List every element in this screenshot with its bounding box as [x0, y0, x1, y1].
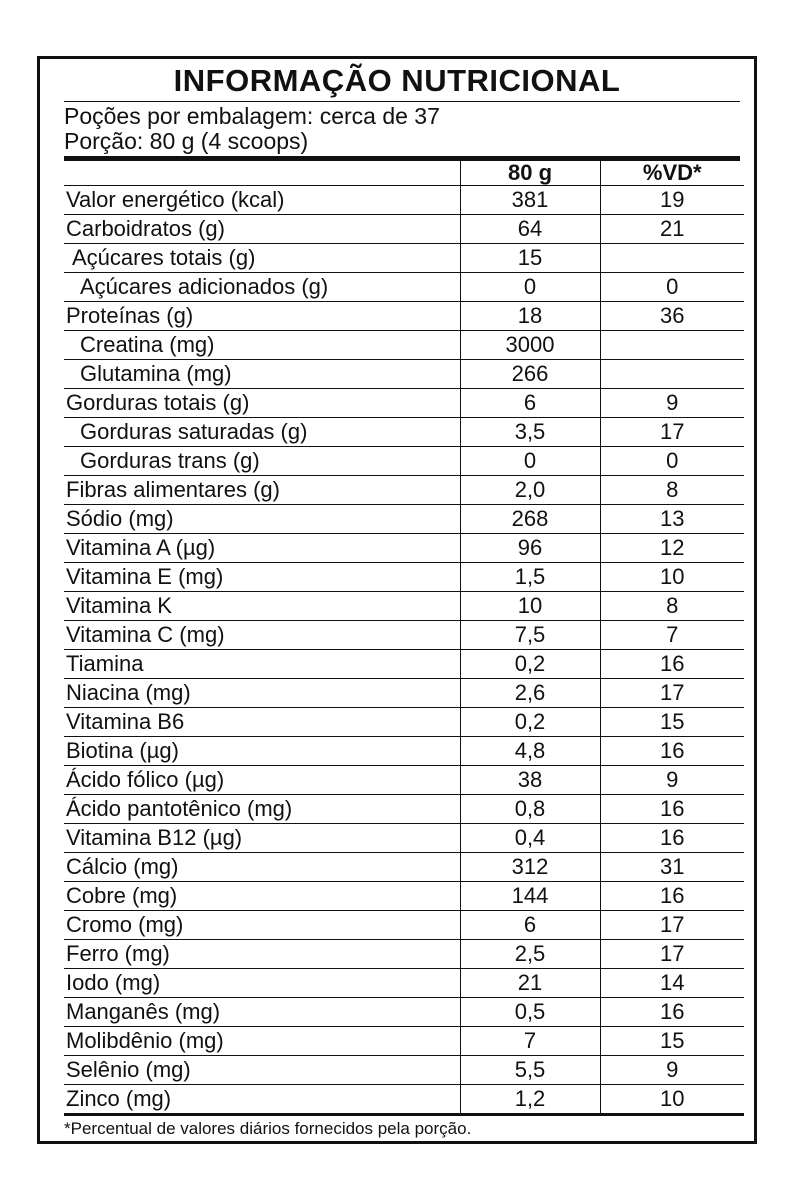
table-row — [64, 1056, 744, 1085]
nutrient-amount: 0,2 — [460, 708, 600, 737]
nutrient-amount: 4,8 — [460, 737, 600, 766]
nutrient-name: Gorduras totais (g) — [64, 389, 460, 418]
nutrient-name: Ferro (mg) — [64, 940, 460, 969]
nutrient-daily-value: 17 — [600, 679, 744, 708]
nutrient-daily-value: 13 — [600, 505, 744, 534]
nutrient-name: Cálcio (mg) — [64, 853, 460, 882]
table-row — [64, 360, 744, 389]
nutrient-name: Molibdênio (mg) — [64, 1027, 460, 1056]
header-nutrient — [64, 161, 460, 186]
table-row — [64, 476, 744, 505]
nutrient-amount: 266 — [460, 360, 600, 389]
nutrient-amount: 381 — [460, 186, 600, 215]
nutrient-daily-value: 8 — [600, 592, 744, 621]
nutrient-daily-value: 31 — [600, 853, 744, 882]
nutrient-name: Glutamina (mg) — [64, 360, 460, 389]
table-row — [64, 708, 744, 737]
table-row — [64, 505, 744, 534]
nutrient-amount: 0 — [460, 447, 600, 476]
servings-per-package: Poções por embalagem: cerca de 37 — [64, 103, 440, 129]
nutrient-amount: 2,6 — [460, 679, 600, 708]
nutrient-name: Carboidratos (g) — [64, 215, 460, 244]
table-row — [64, 534, 744, 563]
nutrient-daily-value: 16 — [600, 998, 744, 1027]
table-row — [64, 766, 744, 795]
nutrient-amount: 15 — [460, 244, 600, 273]
nutrient-daily-value: 16 — [600, 737, 744, 766]
nutrition-table — [64, 161, 744, 1116]
nutrient-amount: 1,5 — [460, 563, 600, 592]
nutrition-facts-panel — [37, 56, 757, 1144]
nutrient-name: Creatina (mg) — [64, 331, 460, 360]
table-row — [64, 302, 744, 331]
table-row — [64, 737, 744, 766]
nutrient-daily-value: 17 — [600, 940, 744, 969]
table-row — [64, 911, 744, 940]
table-header-row — [64, 161, 744, 186]
nutrient-amount: 0,8 — [460, 795, 600, 824]
nutrient-daily-value: 10 — [600, 563, 744, 592]
nutrient-daily-value: 21 — [600, 215, 744, 244]
table-row — [64, 215, 744, 244]
nutrient-daily-value: 16 — [600, 882, 744, 911]
table-row — [64, 447, 744, 476]
footnote: *Percentual de valores diários fornecidos pela porção. — [64, 1119, 472, 1138]
nutrient-amount: 268 — [460, 505, 600, 534]
nutrient-amount: 0,2 — [460, 650, 600, 679]
table-row — [64, 853, 744, 882]
nutrient-name: Gorduras saturadas (g) — [64, 418, 460, 447]
table-row — [64, 650, 744, 679]
serving-size: Porção: 80 g (4 scoops) — [64, 128, 309, 154]
nutrient-amount: 64 — [460, 215, 600, 244]
nutrient-daily-value: 19 — [600, 186, 744, 215]
table-row — [64, 186, 744, 215]
nutrient-daily-value: 7 — [600, 621, 744, 650]
table-row — [64, 418, 744, 447]
nutrient-amount: 2,0 — [460, 476, 600, 505]
nutrient-daily-value: 16 — [600, 795, 744, 824]
nutrient-amount: 6 — [460, 911, 600, 940]
nutrient-name: Vitamina C (mg) — [64, 621, 460, 650]
nutrient-daily-value: 16 — [600, 824, 744, 853]
table-row — [64, 389, 744, 418]
nutrient-name: Selênio (mg) — [64, 1056, 460, 1085]
table-row — [64, 1027, 744, 1056]
nutrient-name: Niacina (mg) — [64, 679, 460, 708]
nutrient-name: Vitamina E (mg) — [64, 563, 460, 592]
table-row — [64, 940, 744, 969]
nutrient-amount: 3000 — [460, 331, 600, 360]
table-row — [64, 969, 744, 998]
panel-title: INFORMAÇÃO NUTRICIONAL — [173, 63, 621, 98]
nutrient-daily-value — [600, 360, 744, 389]
nutrient-daily-value: 12 — [600, 534, 744, 563]
nutrient-daily-value: 17 — [600, 418, 744, 447]
nutrient-name: Biotina (µg) — [64, 737, 460, 766]
header-amount: 80 g — [460, 161, 600, 186]
nutrient-amount: 144 — [460, 882, 600, 911]
nutrient-daily-value: 9 — [600, 389, 744, 418]
nutrient-daily-value: 15 — [600, 708, 744, 737]
nutrient-daily-value: 8 — [600, 476, 744, 505]
nutrient-daily-value: 16 — [600, 650, 744, 679]
title-divider — [64, 101, 740, 102]
nutrient-name: Proteínas (g) — [64, 302, 460, 331]
table-row — [64, 563, 744, 592]
table-row — [64, 273, 744, 302]
nutrient-name: Açúcares totais (g) — [64, 244, 460, 273]
table-body — [64, 186, 744, 1115]
nutrient-name: Vitamina B12 (µg) — [64, 824, 460, 853]
nutrient-daily-value: 36 — [600, 302, 744, 331]
nutrient-name: Zinco (mg) — [64, 1085, 460, 1115]
nutrient-daily-value: 15 — [600, 1027, 744, 1056]
nutrient-daily-value: 0 — [600, 273, 744, 302]
nutrient-daily-value — [600, 244, 744, 273]
nutrient-daily-value: 0 — [600, 447, 744, 476]
nutrient-name: Vitamina A (µg) — [64, 534, 460, 563]
nutrient-name: Açúcares adicionados (g) — [64, 273, 460, 302]
nutrient-name: Gorduras trans (g) — [64, 447, 460, 476]
nutrient-name: Cromo (mg) — [64, 911, 460, 940]
nutrient-name: Tiamina — [64, 650, 460, 679]
table-row — [64, 882, 744, 911]
nutrient-amount: 96 — [460, 534, 600, 563]
nutrient-name: Ácido pantotênico (mg) — [64, 795, 460, 824]
nutrient-amount: 7 — [460, 1027, 600, 1056]
nutrient-daily-value — [600, 331, 744, 360]
nutrient-name: Manganês (mg) — [64, 998, 460, 1027]
nutrient-amount: 3,5 — [460, 418, 600, 447]
nutrient-daily-value: 14 — [600, 969, 744, 998]
nutrient-amount: 5,5 — [460, 1056, 600, 1085]
table-row — [64, 679, 744, 708]
nutrient-name: Sódio (mg) — [64, 505, 460, 534]
nutrient-name: Valor energético (kcal) — [64, 186, 460, 215]
table-row — [64, 331, 744, 360]
nutrient-amount: 1,2 — [460, 1085, 600, 1115]
nutrient-daily-value: 10 — [600, 1085, 744, 1115]
nutrient-amount: 0,4 — [460, 824, 600, 853]
nutrient-amount: 6 — [460, 389, 600, 418]
nutrient-amount: 18 — [460, 302, 600, 331]
nutrient-name: Vitamina B6 — [64, 708, 460, 737]
table-row — [64, 824, 744, 853]
nutrient-amount: 2,5 — [460, 940, 600, 969]
nutrient-daily-value: 9 — [600, 1056, 744, 1085]
nutrient-name: Vitamina K — [64, 592, 460, 621]
nutrient-amount: 10 — [460, 592, 600, 621]
nutrient-name: Cobre (mg) — [64, 882, 460, 911]
table-row — [64, 244, 744, 273]
header-daily-value: %VD* — [600, 161, 744, 186]
nutrient-amount: 0 — [460, 273, 600, 302]
nutrient-name: Ácido fólico (µg) — [64, 766, 460, 795]
table-row — [64, 998, 744, 1027]
table-row — [64, 795, 744, 824]
nutrient-name: Iodo (mg) — [64, 969, 460, 998]
nutrient-amount: 21 — [460, 969, 600, 998]
nutrient-amount: 38 — [460, 766, 600, 795]
nutrient-daily-value: 17 — [600, 911, 744, 940]
nutrient-daily-value: 9 — [600, 766, 744, 795]
nutrient-name: Fibras alimentares (g) — [64, 476, 460, 505]
nutrient-amount: 0,5 — [460, 998, 600, 1027]
table-row — [64, 621, 744, 650]
nutrient-amount: 312 — [460, 853, 600, 882]
nutrient-amount: 7,5 — [460, 621, 600, 650]
table-row — [64, 592, 744, 621]
table-row — [64, 1085, 744, 1115]
